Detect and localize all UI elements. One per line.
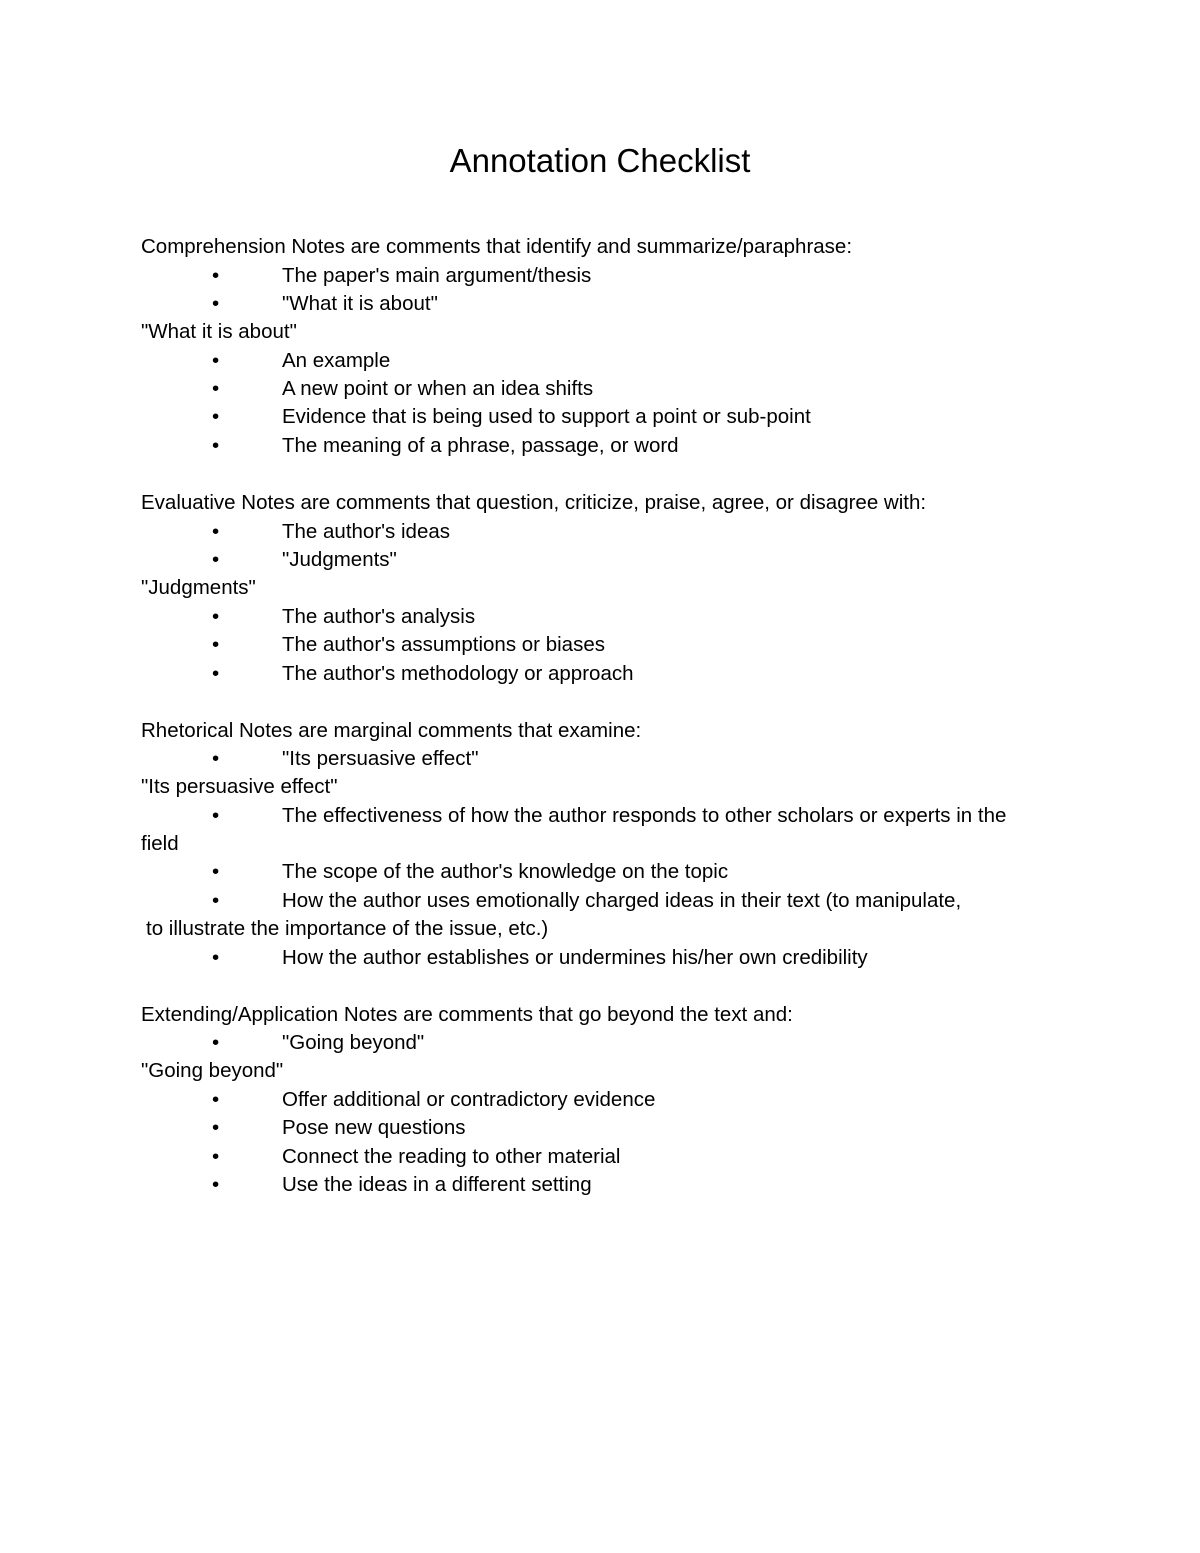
list-item: An example bbox=[282, 349, 391, 372]
bullet-icon: • bbox=[212, 946, 220, 969]
list-item: The author's methodology or approach bbox=[282, 662, 634, 685]
rhetorical-intro: Rhetorical Notes are marginal comments that examine: bbox=[141, 719, 642, 742]
bullet-icon: • bbox=[212, 1116, 220, 1139]
bullet-icon: • bbox=[212, 292, 220, 315]
bullet-icon: • bbox=[212, 662, 220, 685]
bullet-icon: • bbox=[212, 405, 220, 428]
list-item: The scope of the author's knowledge on the topic bbox=[282, 860, 729, 883]
list-item: The author's assumptions or biases bbox=[282, 633, 605, 656]
list-item: Connect the reading to other material bbox=[282, 1145, 621, 1168]
list-item-continuation: field bbox=[141, 832, 179, 855]
list-item: The paper's main argument/thesis bbox=[282, 264, 592, 287]
list-item: The author's ideas bbox=[282, 520, 451, 543]
bullet-icon: • bbox=[212, 1031, 220, 1054]
comprehension-intro: Comprehension Notes are comments that identify and summarize/paraphrase: bbox=[141, 235, 853, 258]
bullet-icon: • bbox=[212, 860, 220, 883]
rhetorical-subheading: "Its persuasive effect" bbox=[141, 775, 338, 798]
comprehension-subheading: "What it is about" bbox=[141, 320, 297, 343]
bullet-icon: • bbox=[212, 377, 220, 400]
bullet-icon: • bbox=[212, 520, 220, 543]
extending-intro: Extending/Application Notes are comments that go beyond the text and: bbox=[141, 1003, 793, 1026]
bullet-icon: • bbox=[212, 804, 220, 827]
list-item: Offer additional or contradictory evidence bbox=[282, 1088, 656, 1111]
list-item: "Its persuasive effect" bbox=[282, 747, 479, 770]
bullet-icon: • bbox=[212, 548, 220, 571]
evaluative-subheading: "Judgments" bbox=[141, 576, 256, 599]
list-item: The meaning of a phrase, passage, or word bbox=[282, 434, 679, 457]
list-item: A new point or when an idea shifts bbox=[282, 377, 594, 400]
bullet-icon: • bbox=[212, 1173, 220, 1196]
list-item: "Judgments" bbox=[282, 548, 397, 571]
page-title: Annotation Checklist bbox=[449, 142, 751, 179]
list-item: The effectiveness of how the author responds to other scholars or experts in the bbox=[282, 804, 1007, 827]
list-item: Use the ideas in a different setting bbox=[282, 1173, 592, 1196]
list-item: How the author establishes or undermines his/her own credibility bbox=[282, 946, 868, 969]
bullet-icon: • bbox=[212, 1088, 220, 1111]
extending-subheading: "Going beyond" bbox=[141, 1059, 284, 1082]
bullet-icon: • bbox=[212, 264, 220, 287]
list-item: How the author uses emotionally charged ideas in their text (to manipulate, bbox=[282, 889, 962, 912]
list-item: Evidence that is being used to support a point or sub-point bbox=[282, 405, 811, 428]
bullet-icon: • bbox=[212, 605, 220, 628]
list-item: The author's analysis bbox=[282, 605, 476, 628]
bullet-icon: • bbox=[212, 1145, 220, 1168]
bullet-icon: • bbox=[212, 434, 220, 457]
list-item: Pose new questions bbox=[282, 1116, 466, 1139]
evaluative-intro: Evaluative Notes are comments that question, criticize, praise, agree, or disagree with: bbox=[141, 491, 927, 514]
bullet-icon: • bbox=[212, 349, 220, 372]
list-item-continuation: to illustrate the importance of the issue, etc.) bbox=[146, 917, 549, 940]
list-item: "What it is about" bbox=[282, 292, 438, 315]
list-item: "Going beyond" bbox=[282, 1031, 425, 1054]
bullet-icon: • bbox=[212, 633, 220, 656]
bullet-icon: • bbox=[212, 747, 220, 770]
bullet-icon: • bbox=[212, 889, 220, 912]
